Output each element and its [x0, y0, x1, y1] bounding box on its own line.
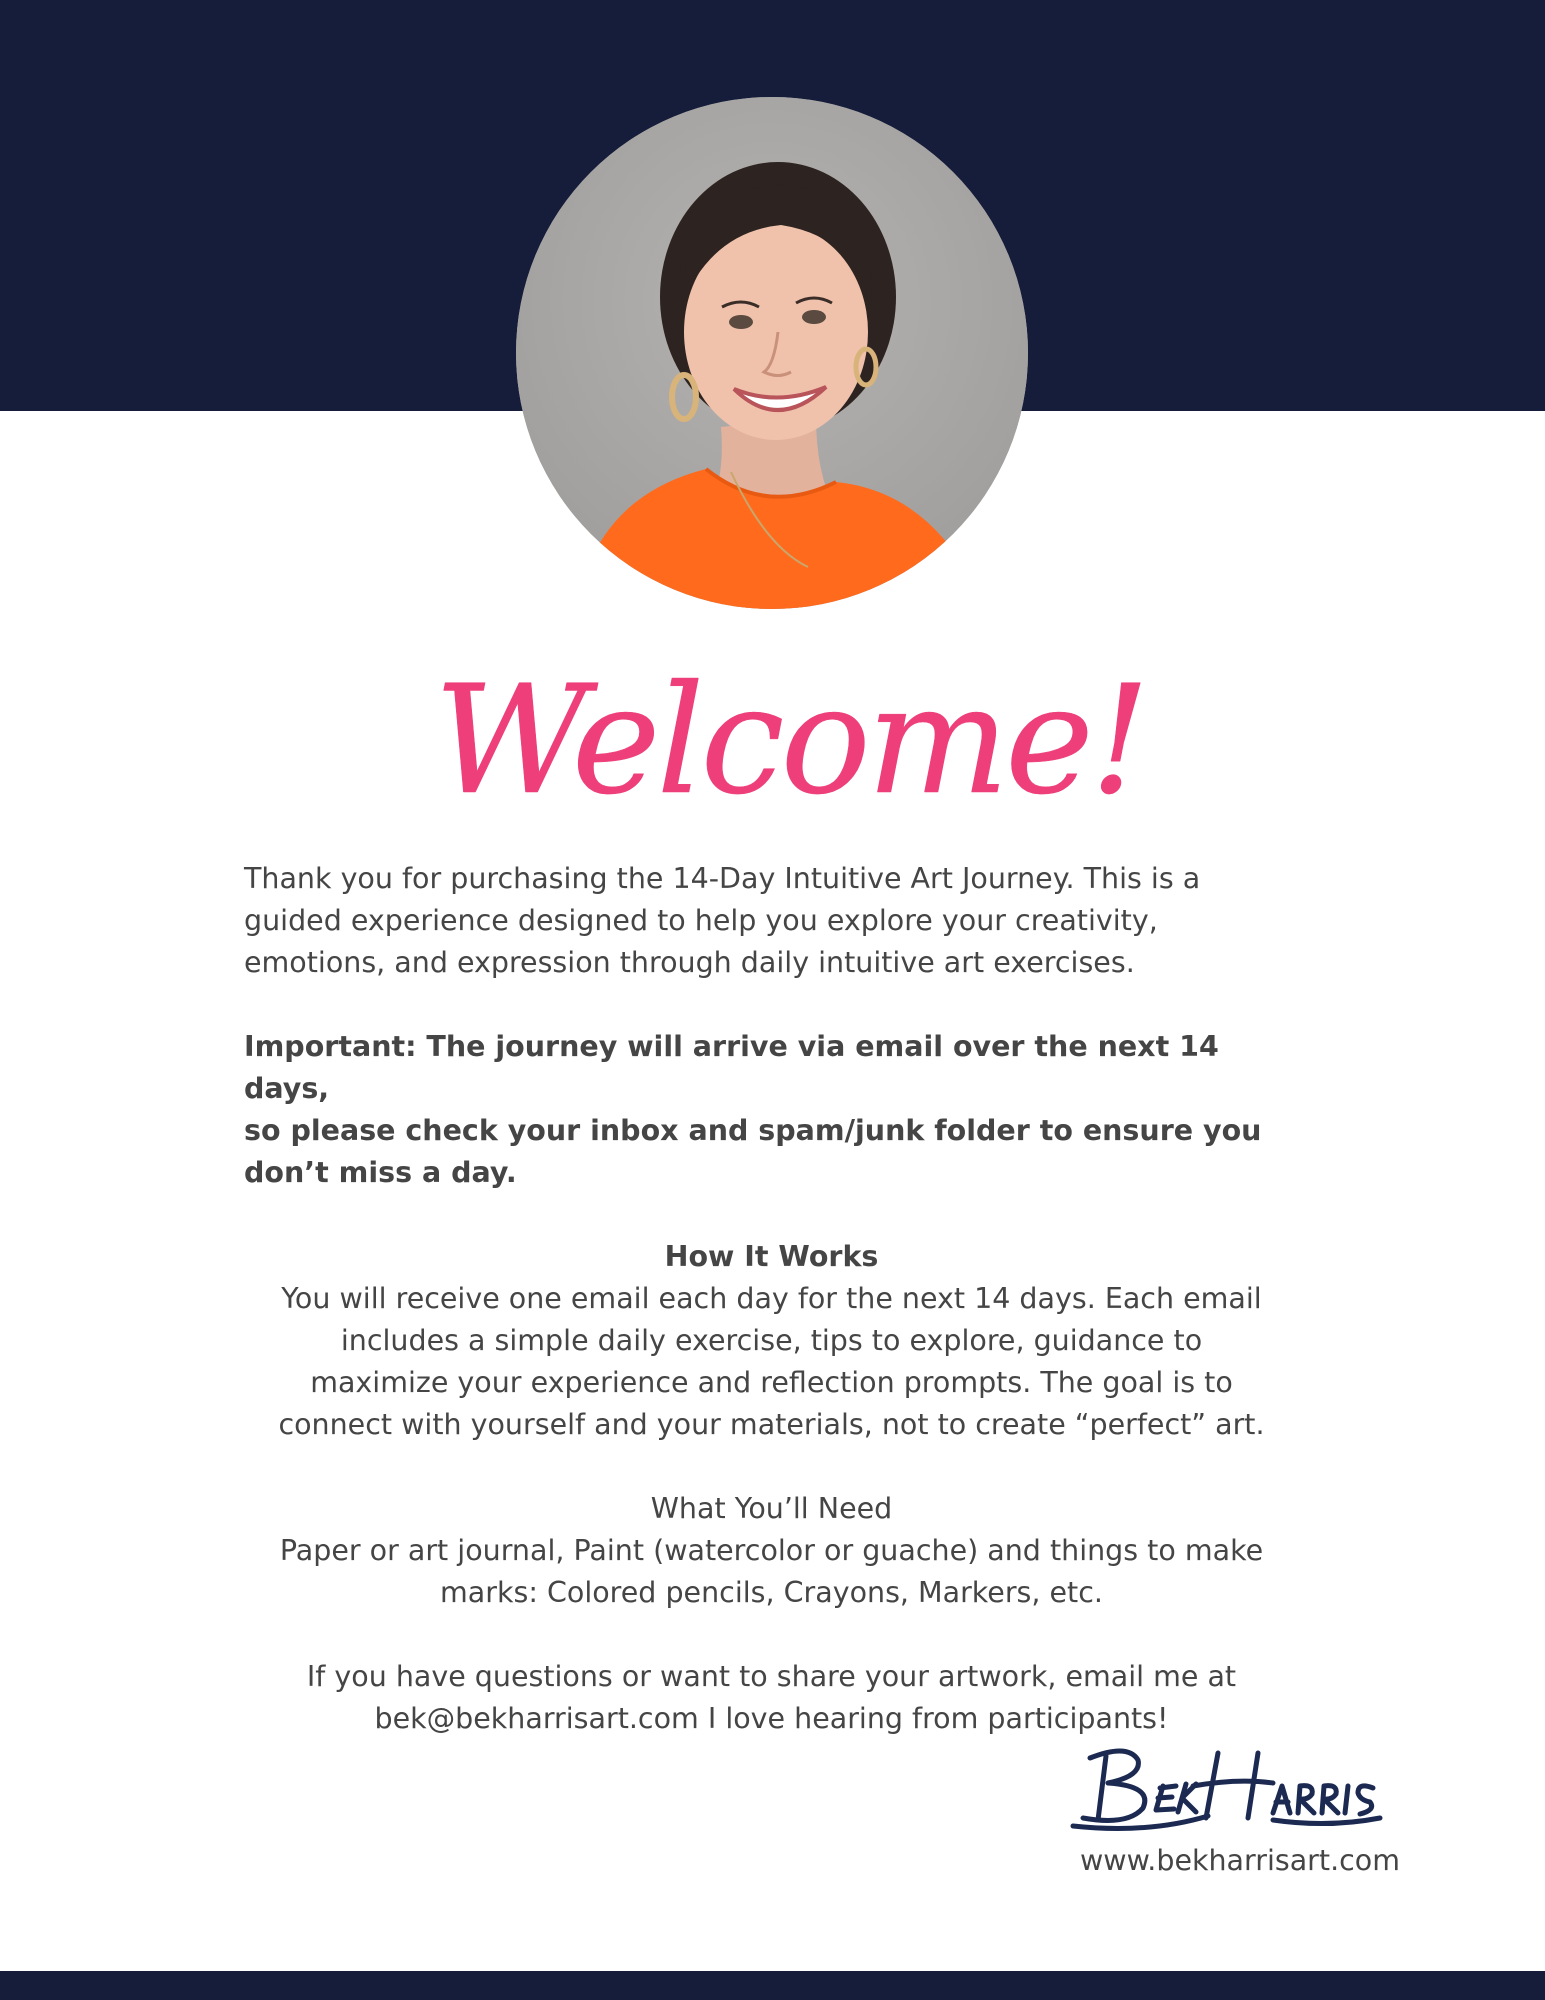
- how-it-works-section: [244, 1236, 1299, 1446]
- contact-line: If you have questions or want to share your artwork, email me at: [306, 1660, 1237, 1693]
- intro-line: guided experience designed to help you explore your creativity,: [244, 904, 1158, 937]
- how-line: connect with yourself and your materials, not to create “perfect” art.: [278, 1408, 1265, 1441]
- welcome-text: Welcome!: [433, 654, 1147, 828]
- footer-band: [0, 1971, 1545, 2000]
- body-content: [244, 858, 1299, 1740]
- welcome-script-title: [400, 622, 1180, 842]
- how-line: includes a simple daily exercise, tips to explore, guidance to: [340, 1324, 1203, 1357]
- intro-line: emotions, and expression through daily intuitive art exercises.: [244, 946, 1135, 979]
- need-line: marks: Colored pencils, Crayons, Markers, etc.: [440, 1576, 1103, 1609]
- how-line: You will receive one email each day for the next 14 days. Each email: [281, 1282, 1262, 1315]
- important-line: so please check your inbox and spam/junk folder to ensure you: [244, 1114, 1262, 1147]
- important-line: Important: The journey will arrive via email over the next 14 days,: [244, 1030, 1219, 1105]
- important-line: don’t miss a day.: [244, 1156, 517, 1189]
- what-you-need-section: [244, 1488, 1299, 1614]
- what-you-need-heading: What You’ll Need: [650, 1492, 893, 1525]
- need-line: Paper or art journal, Paint (watercolor or guache) and things to make: [279, 1534, 1264, 1567]
- author-portrait: [516, 97, 1028, 609]
- intro-line: Thank you for purchasing the 14-Day Intuitive Art Journey. This is a: [244, 862, 1201, 895]
- important-notice: [244, 1026, 1299, 1194]
- intro-paragraph: [244, 858, 1299, 984]
- contact-section: [244, 1656, 1299, 1740]
- signature-logo: [1068, 1738, 1388, 1838]
- contact-line: bek@bekharrisart.com I love hearing from participants!: [374, 1702, 1169, 1735]
- how-it-works-heading: How It Works: [664, 1240, 879, 1273]
- website-link[interactable]: www.bekharrisart.com: [1079, 1844, 1400, 1877]
- how-line: maximize your experience and reflection prompts. The goal is to: [310, 1366, 1233, 1399]
